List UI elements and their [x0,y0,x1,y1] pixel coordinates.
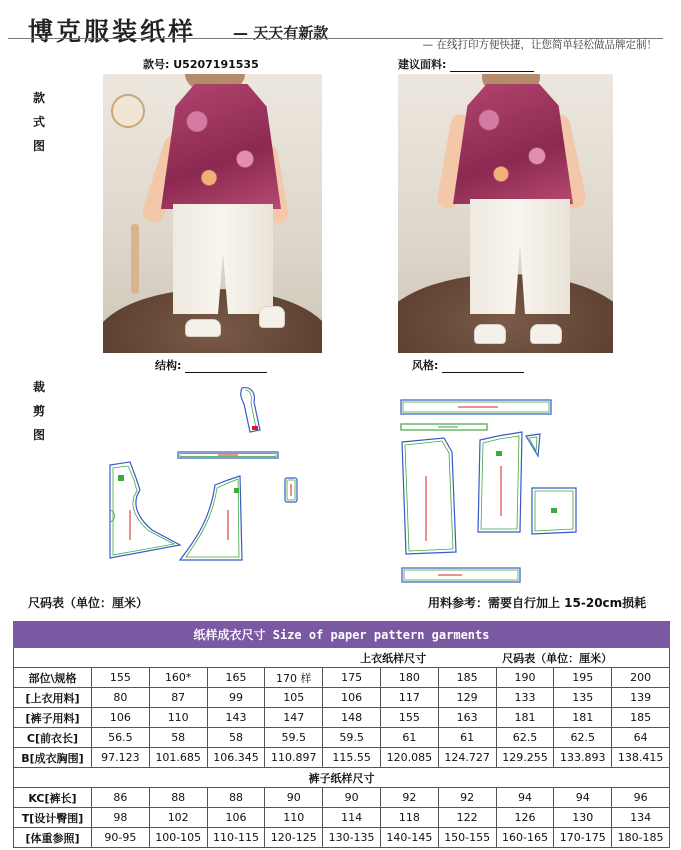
front-leg-piece [402,438,456,554]
table-cell: 120.085 [380,748,438,768]
size-header-cell: 155 [92,668,150,688]
table-cell: 139 [612,688,670,708]
row-label: B[成衣胸围] [14,748,92,768]
table-cell: 106.345 [207,748,265,768]
style-photo-back [398,74,613,353]
row-label: C[前衣长] [14,728,92,748]
table-row [14,828,670,848]
table-cell: 92 [380,788,438,808]
table-cell: 106 [92,708,150,728]
table-row [14,708,670,728]
table-cell: 105 [265,688,323,708]
table-cell: 135 [554,688,612,708]
table-cell: 97.123 [92,748,150,768]
table-cell: 88 [207,788,265,808]
style-image-label [33,86,49,158]
table-cell: 118 [380,808,438,828]
brand-slogan: — 天天有新款 [233,24,329,42]
size-header-cell: 165 [207,668,265,688]
table-title-row [14,622,670,648]
size-header-cell: 185 [438,668,496,688]
style-field [412,357,524,373]
row-label: [裤子用料] [14,708,92,728]
table-cell: 129 [438,688,496,708]
table-cell: 106 [323,688,381,708]
top-section-row [14,648,670,668]
table-cell: 133 [496,688,554,708]
top-pattern-pieces [100,380,340,570]
table-cell: 185 [612,708,670,728]
table-cell: 94 [496,788,554,808]
size-chart-note: 尺码表（单位：厘米） [28,596,149,610]
table-cell: 130 [554,808,612,828]
cutting-image-char: 裁 [33,380,46,394]
table-cell: 90 [265,788,323,808]
style-number-label: 款号: [143,58,170,71]
table-cell: 114 [323,808,381,828]
table-cell: 64 [612,728,670,748]
table-cell: 115.55 [323,748,381,768]
table-cell: 61 [380,728,438,748]
row-label: [体重参照] [14,828,92,848]
table-cell: 133.893 [554,748,612,768]
table-cell: 110 [149,708,207,728]
style-image-char: 式 [33,115,46,129]
top-section-unit: 尺码表（单位：厘米） [496,648,669,668]
table-cell: 110.897 [265,748,323,768]
top-rows [14,688,670,768]
table-cell: 80 [92,688,150,708]
structure-blank [185,372,267,373]
size-header-cell: 175 [323,668,381,688]
table-cell: 110-115 [207,828,265,848]
size-table [13,621,670,848]
table-cell: 147 [265,708,323,728]
table-cell: 61 [438,728,496,748]
cutting-image-label [33,375,49,447]
pants-section-row [14,768,670,788]
table-cell: 170-175 [554,828,612,848]
table-cell: 58 [149,728,207,748]
table-cell: 62.5 [554,728,612,748]
style-image-char: 图 [33,139,46,153]
table-row [14,788,670,808]
fabric-blank [450,71,534,72]
table-cell: 87 [149,688,207,708]
table-cell: 59.5 [265,728,323,748]
cutting-image-char: 剪 [33,404,46,418]
table-cell: 106 [207,808,265,828]
back-bodice-piece [180,476,242,560]
table-cell: 130-135 [323,828,381,848]
structure-field [155,357,267,373]
fabric-label: 建议面料: [398,58,447,71]
fabric-reference-note: 用料参考：需要自行加上 15-20cm损耗 [428,596,647,610]
table-row [14,728,670,748]
table-cell: 124.727 [438,748,496,768]
table-cell: 94 [554,788,612,808]
table-cell: 134 [612,808,670,828]
cutting-image-char: 图 [33,428,46,442]
table-cell: 129.255 [496,748,554,768]
pants-section-title: 裤子纸样尺寸 [14,768,670,788]
table-cell: 138.415 [612,748,670,768]
table-cell: 140-145 [380,828,438,848]
brand-tagline: — 在线打印方便快捷，让您简单轻松做品牌定制！ [422,39,657,51]
table-cell: 126 [496,808,554,828]
table-cell: 56.5 [92,728,150,748]
table-cell: 102 [149,808,207,828]
style-number-field [143,56,259,72]
table-cell: 90-95 [92,828,150,848]
table-cell: 181 [496,708,554,728]
table-cell: 180-185 [612,828,670,848]
table-cell: 181 [554,708,612,728]
size-header-row [14,668,670,688]
style-number-value: U5207191535 [173,58,259,71]
row-label: [上衣用料] [14,688,92,708]
table-cell: 62.5 [496,728,554,748]
table-cell: 148 [323,708,381,728]
row-label: KC[裤长] [14,788,92,808]
table-cell: 86 [92,788,150,808]
fabric-field [398,56,534,72]
table-cell: 88 [149,788,207,808]
brand-title: 博克服装纸样 [28,17,197,46]
size-header-cell: 170 样 [265,668,323,688]
top-section-title: 上衣纸样尺寸 [14,648,497,668]
table-cell: 101.685 [149,748,207,768]
table-cell: 117 [380,688,438,708]
style-image-char: 款 [33,91,46,105]
style-photo-front [103,74,322,353]
table-cell: 122 [438,808,496,828]
table-cell: 90 [323,788,381,808]
table-cell: 163 [438,708,496,728]
table-cell: 143 [207,708,265,728]
size-header-cell: 190 [496,668,554,688]
size-header-label: 部位\规格 [14,668,92,688]
size-header-cell: 195 [554,668,612,688]
back-leg-piece [478,432,522,532]
table-cell: 96 [612,788,670,808]
table-cell: 120-125 [265,828,323,848]
table-row [14,808,670,828]
size-header-cell: 200 [612,668,670,688]
table-cell: 99 [207,688,265,708]
row-label: T[设计臀围] [14,808,92,828]
table-cell: 92 [438,788,496,808]
size-header-cell: 160* [149,668,207,688]
table-cell: 98 [92,808,150,828]
table-cell: 110 [265,808,323,828]
table-cell: 150-155 [438,828,496,848]
table-cell: 59.5 [323,728,381,748]
table-cell: 58 [207,728,265,748]
table-row [14,688,670,708]
table-cell: 155 [380,708,438,728]
size-header-cell: 180 [380,668,438,688]
structure-label: 结构: [155,359,182,372]
table-cell: 100-105 [149,828,207,848]
style-blank [442,372,524,373]
table-row [14,748,670,768]
table-cell: 160-165 [496,828,554,848]
pants-rows [14,788,670,848]
table-title: 纸样成衣尺寸 Size of paper pattern garments [14,622,670,648]
style-label: 风格: [412,359,439,372]
pants-pattern-pieces [398,396,588,586]
